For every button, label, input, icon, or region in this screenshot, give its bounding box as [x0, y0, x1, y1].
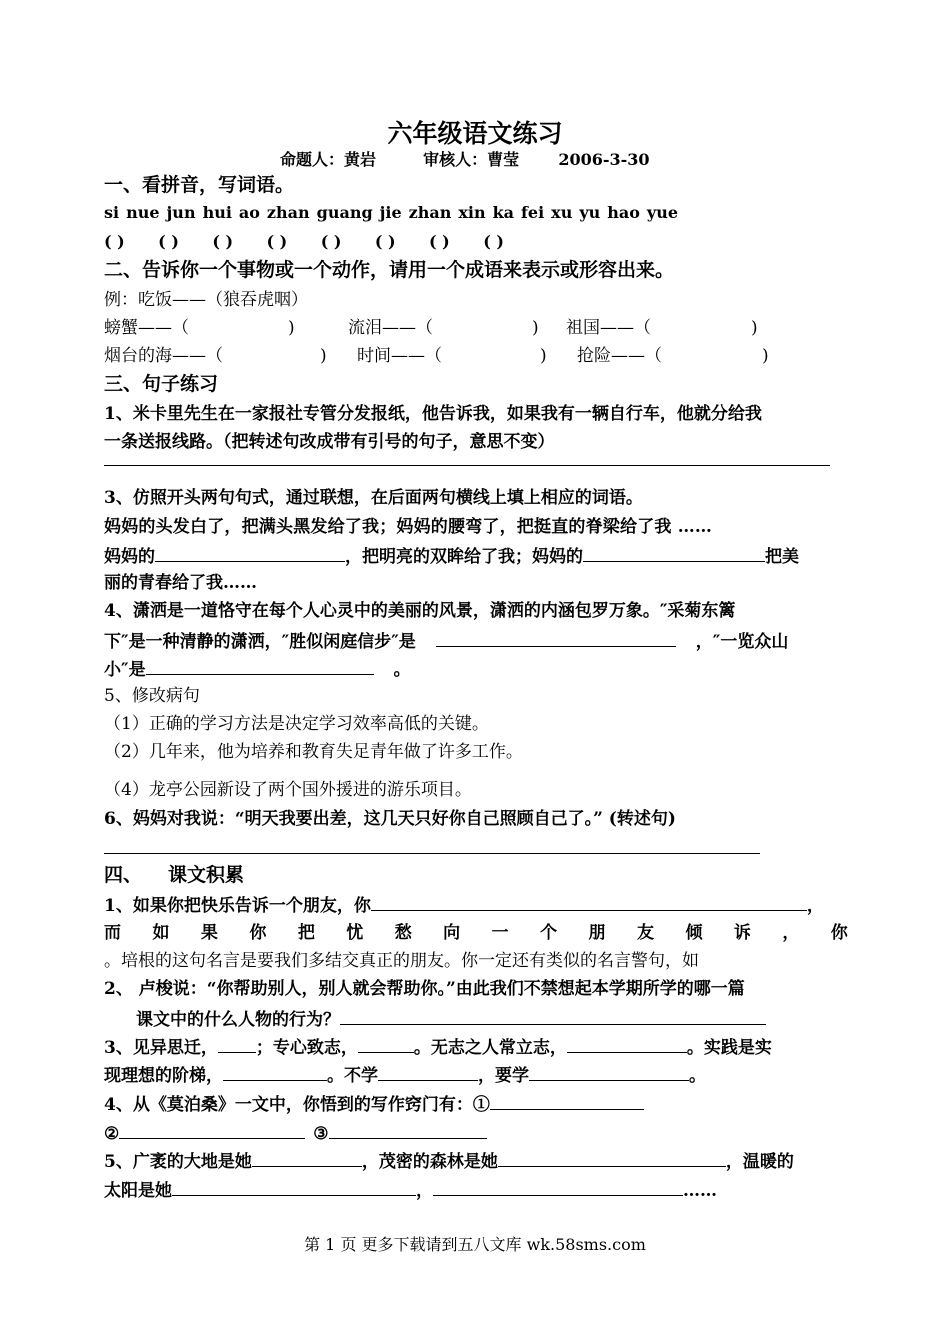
q4-1-line1: 1、如果你把快乐告诉一个朋友，你 ， — [104, 893, 824, 917]
q3-5-item4: （4）龙亭公园新设了两个国外援进的游乐项目。 — [104, 780, 472, 800]
pinyin-row — [104, 203, 678, 222]
q4-3-line1: 3、见异思迁， ；专心致志， 。无志之人常立志， 。实践是实 — [104, 1035, 772, 1059]
pinyin: si — [104, 203, 120, 222]
blank[interactable] — [358, 1035, 414, 1053]
section1-heading: 一、看拼音，写词语。 — [104, 174, 295, 196]
pinyin: fei — [521, 203, 545, 222]
q4-5-line1: 5、广袤的大地是她 ，茂密的森林是她 ，温暖的 — [104, 1149, 794, 1173]
q3-6: 6、妈妈对我说：“明天我要出差，这几天只好你自己照顾自己了。” (转述句) — [104, 809, 676, 829]
page-title: 六年级语文练习 — [387, 119, 563, 148]
pinyin: yu — [579, 203, 601, 222]
section4-heading: 四、 课文积累 — [104, 864, 245, 886]
blank[interactable] — [498, 1149, 726, 1167]
q3-3-line1: 3、仿照开头两句句式，通过联想，在后面两句横线上填上相应的词语。 — [104, 488, 643, 508]
close-paren: ) — [762, 346, 769, 366]
q4-4-line2: ② ③ — [104, 1121, 487, 1145]
subtitle — [280, 147, 650, 170]
pinyin: zhan — [408, 203, 452, 222]
pinyin: jie — [379, 203, 402, 222]
q4-3-line2: 现理想的阶梯， 。不学 ，要学 。 — [104, 1063, 706, 1087]
close-paren: ) — [751, 318, 758, 338]
blank[interactable] — [490, 1092, 644, 1110]
answer-paren[interactable]: ( ) — [104, 232, 125, 251]
blank[interactable] — [529, 1063, 689, 1081]
pinyin: xu — [551, 203, 573, 222]
blank[interactable] — [567, 1035, 687, 1053]
blank[interactable] — [218, 1035, 256, 1053]
blank[interactable] — [172, 1178, 416, 1196]
close-paren: ) — [320, 346, 327, 366]
q4-2-line1: 2、 卢梭说：“你帮助别人，别人就会帮助你。”由此我们不禁想起本学期所学的哪一篇 — [104, 979, 745, 999]
blank[interactable] — [119, 1121, 305, 1139]
blank[interactable] — [371, 893, 807, 911]
idiom-prompt-sea: 烟台的海——（ — [104, 346, 223, 366]
blank[interactable] — [155, 544, 345, 562]
answer-paren[interactable]: ( ) — [429, 232, 450, 251]
answer-paren[interactable]: ( ) — [374, 232, 396, 251]
blank[interactable] — [223, 1063, 327, 1081]
pinyin: hao — [607, 203, 640, 222]
answer-paren[interactable]: ( ) — [483, 232, 504, 251]
pinyin: nue — [126, 203, 160, 222]
pinyin: guang — [316, 203, 373, 222]
section2-heading: 二、告诉你一个事物或一个动作，请用一个成语来表示或形容出来。 — [104, 259, 675, 281]
answer-line[interactable] — [104, 853, 760, 854]
page-footer: 第 1 页 更多下载请到五八文库 wk.58sms.com — [304, 1235, 646, 1254]
pinyin: xin — [458, 203, 486, 222]
q3-4-line2: 下″是一种清静的潇洒，″胜似闲庭信步″是 ，″一览众山 — [104, 629, 788, 653]
q4-5-line2: 太阳是她 ， …… — [104, 1178, 717, 1202]
blank[interactable] — [583, 544, 765, 562]
blank[interactable] — [433, 1178, 683, 1196]
answer-parens-row — [104, 232, 504, 251]
q3-5-item2: （2）几年来，他为培养和教育失足青年做了许多工作。 — [104, 742, 523, 762]
answer-line[interactable] — [104, 465, 830, 466]
q3-5-item1: （1）正确的学习方法是决定学习效率高低的关键。 — [104, 714, 489, 734]
blank[interactable] — [436, 629, 676, 647]
close-paren: ) — [532, 318, 539, 338]
q3-3-line4: 丽的青春给了我…… — [104, 573, 257, 593]
pinyin: ao — [238, 203, 260, 222]
example-line: 例：吃饭——（狼吞虎咽） — [104, 290, 308, 310]
q3-3-line3: 妈妈的 ，把明亮的双眸给了我；妈妈的 把美 — [104, 544, 799, 568]
blank[interactable] — [252, 1149, 362, 1167]
blank[interactable] — [329, 1121, 487, 1139]
blank[interactable] — [340, 1007, 766, 1025]
pinyin: jun — [166, 203, 196, 222]
q3-1-line2: 一条送报线路。（把转述句改成带有引号的句子，意思不变） — [104, 432, 555, 452]
q3-4-line3: 小″是 。 — [104, 657, 411, 681]
q4-1-line2: 而 如 果 你 把 忧 愁 向 一 个 朋 友 倾 诉 ， 你 — [104, 923, 848, 943]
pinyin: zhan — [266, 203, 310, 222]
section3-heading: 三、句子练习 — [104, 373, 219, 395]
pinyin: ka — [492, 203, 515, 222]
reviewer: 审核人：曹莹 — [423, 150, 520, 169]
answer-paren[interactable]: ( ) — [158, 232, 179, 251]
idiom-prompt-motherland: 祖国——（ — [566, 318, 651, 338]
answer-paren[interactable]: ( ) — [266, 232, 288, 251]
q3-1-line1: 1、米卡里先生在一家报社专管分发报纸，他告诉我，如果我有一辆自行车，他就分给我 — [104, 404, 762, 424]
answer-paren[interactable]: ( ) — [320, 232, 342, 251]
q4-2-line2: 课文中的什么人物的行为？ — [136, 1007, 766, 1031]
date: 2006-3-30 — [558, 150, 650, 169]
q3-4-line1: 4、潇洒是一道恪守在每个人心灵中的美丽的风景，潇洒的内涵包罗万象。″采菊东篱 — [104, 601, 736, 621]
pinyin: hui — [202, 203, 232, 222]
q3-3-line2: 妈妈的头发白了，把满头黑发给了我；妈妈的腰弯了，把挺直的脊梁给了我 …… — [104, 517, 713, 537]
author: 命题人：黄岩 — [280, 150, 377, 169]
close-paren: ) — [540, 346, 547, 366]
idiom-prompt-crab: 螃蟹——（ — [104, 318, 189, 338]
idiom-prompt-tears: 流泪——（ — [348, 318, 433, 338]
q4-4-line1: 4、从《莫泊桑》一文中，你悟到的写作窍门有：① — [104, 1092, 644, 1116]
q3-5-heading: 5、修改病句 — [104, 686, 200, 706]
close-paren: ) — [288, 318, 295, 338]
idiom-prompt-rescue: 抢险——（ — [577, 346, 662, 366]
idiom-prompt-time: 时间——（ — [357, 346, 442, 366]
answer-paren[interactable]: ( ) — [212, 232, 234, 251]
blank[interactable] — [146, 657, 374, 675]
blank[interactable] — [378, 1063, 478, 1081]
pinyin: yue — [646, 203, 678, 222]
q4-1-line3: 。培根的这句名言是要我们多结交真正的朋友。你一定还有类似的名言警句，如 — [104, 951, 699, 971]
